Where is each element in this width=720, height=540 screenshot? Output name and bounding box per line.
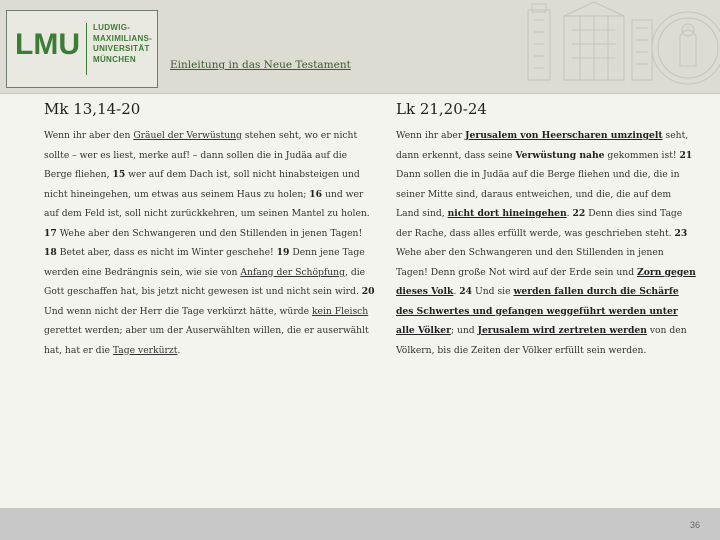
verse-number: 23 — [674, 227, 688, 239]
text: und wer auf dem Feld ist, soll nicht zurückkehren, um seinen Mantel zu holen. — [44, 188, 370, 219]
text: gerettet werden; aber um der Auserwählten willen, die er auserwählt hat, hat er die — [44, 325, 369, 356]
text: Dann sollen die in Judäa auf die Berge fliehen und die, die in seiner Mitte sind, daraus entweichen, und die, die auf dem Land sind, — [396, 169, 680, 219]
logo-name-line: UNIVERSITÄT — [93, 44, 150, 53]
text: ; und — [450, 325, 478, 336]
passage-heading-luke: Lk 21,20-24 — [396, 100, 487, 118]
underlined-phrase: kein Fleisch — [311, 305, 369, 317]
text: Denn jene Tage werden eine Bedrängnis sein, wie sie von — [44, 247, 365, 278]
logo-name-line: MÜNCHEN — [93, 54, 136, 64]
text: Wehe aber den Schwangeren und den Stillenden in jenen Tagen! Denn große Not wird auf der Erde sein und — [396, 247, 664, 278]
verse-number: 22 — [572, 208, 586, 219]
text: wer auf dem Dach ist, soll nicht hinabsteigen und nicht hineingehen, um etwas aus seinem Haus zu holen; — [44, 169, 360, 200]
header-bar — [0, 0, 720, 94]
text: . — [177, 344, 181, 356]
verse-number: 17 — [44, 227, 57, 239]
underlined-phrase: Tage verkürzt — [112, 344, 178, 356]
highlighted-phrase: Jerusalem von Heerscharen umzingelt — [465, 130, 663, 141]
verse-number: 24 — [459, 286, 473, 297]
text: Wenn ihr aber den — [44, 130, 134, 141]
page-number: 36 — [689, 520, 700, 530]
text: Betet aber, dass es nicht im Winter geschehe! — [56, 247, 277, 258]
lmu-logo — [6, 10, 158, 88]
verse-number: 20 — [361, 286, 375, 297]
text: . — [453, 286, 460, 297]
text: Und sie — [472, 286, 514, 297]
logo-name-line: MAXIMILIANS- — [93, 33, 153, 43]
logo-university-name — [93, 23, 152, 65]
logo-name-line: LUDWIG- — [93, 23, 131, 32]
text: von den Völkern, bis die Zeiten der Völker erfüllt sein werden. — [396, 325, 687, 356]
text: . — [566, 208, 573, 219]
highlighted-phrase: Zorn gegen dieses Volk — [396, 266, 696, 297]
logo-text: LMU — [15, 28, 80, 61]
text: Wehe aber den Schwangeren und den Stillenden in jenen Tagen! — [56, 227, 363, 239]
column-mark — [44, 100, 376, 360]
university-seal-watermark — [520, 0, 720, 93]
text: Denn dies sind Tage der Rache, dass alles erfüllt werde, was geschrieben steht. — [396, 208, 683, 239]
passage-text-mark — [44, 126, 376, 360]
verse-number: 16 — [309, 188, 323, 200]
passage-heading-mark: Mk 13,14-20 — [44, 100, 141, 118]
presentation-title: Einleitung in das Neue Testament — [170, 59, 351, 71]
logo-divider — [86, 23, 87, 75]
highlighted-phrase: Jerusalem wird zertreten werden — [477, 325, 647, 336]
verse-number: 15 — [112, 169, 126, 180]
footer-bar — [0, 508, 720, 540]
highlighted-phrase: werden fallen durch die Schärfe des Schwertes und gefangen weggeführt werden unter alle Völker — [396, 286, 679, 336]
verse-number: 21 — [679, 149, 693, 161]
text: Wenn ihr aber — [396, 130, 466, 141]
text: seht, dann erkennt, dass seine — [396, 130, 689, 161]
underlined-phrase: Anfang der Schöpfung — [240, 266, 345, 278]
column-luke — [396, 100, 696, 360]
verse-number: 18 — [44, 247, 57, 258]
underlined-phrase: Gräuel der Verwüstung — [133, 130, 242, 141]
text: stehen seht, wo er nicht sollte – wer es liest, merke auf! – dann sollen die in Judäa auf die Berge fliehen, — [44, 130, 358, 180]
highlighted-phrase: nicht dort hineingehen — [447, 208, 567, 219]
highlighted-phrase: Verwüstung nahe — [515, 149, 605, 161]
text: gekommen ist! — [604, 149, 680, 161]
passage-text-luke — [396, 126, 696, 360]
text: , die Gott geschaffen hat, bis jetzt nicht gewesen ist und nicht sein wird. — [44, 266, 366, 297]
text: Und wenn nicht der Herr die Tage verkürzt hätte, würde — [44, 305, 312, 317]
verse-number: 19 — [276, 247, 290, 258]
